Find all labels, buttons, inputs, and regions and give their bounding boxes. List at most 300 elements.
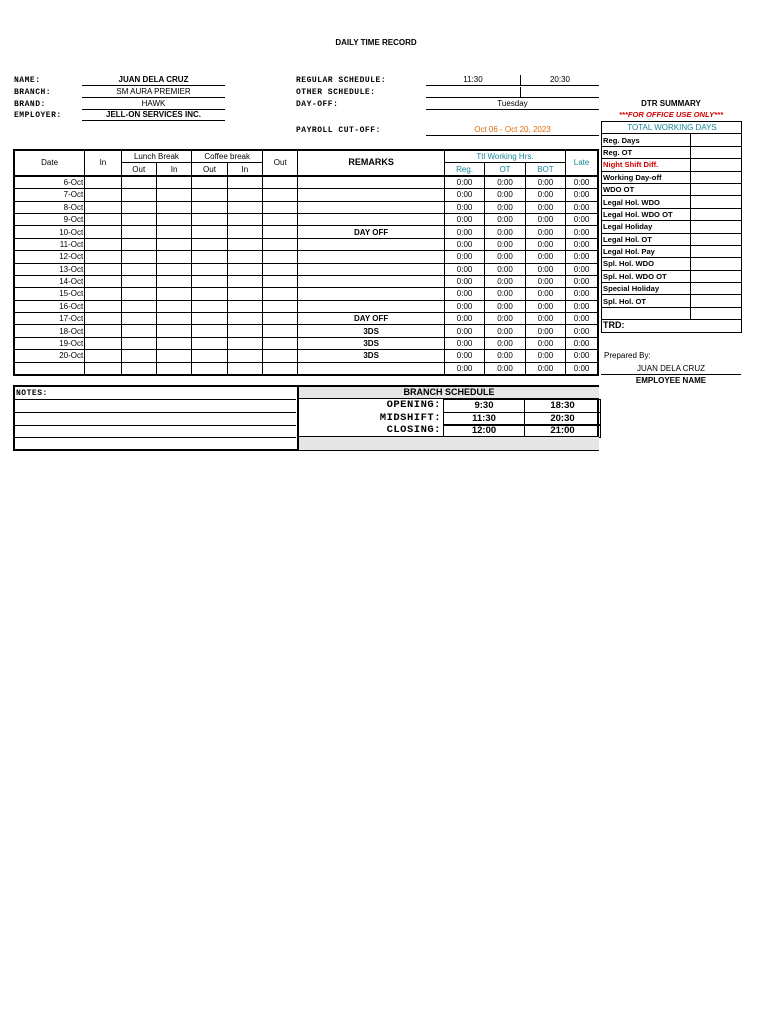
- summary-value[interactable]: [691, 134, 742, 146]
- time-in-cell[interactable]: [85, 325, 121, 337]
- branch-field[interactable]: SM AURA PREMIER: [82, 87, 225, 98]
- summary-title: DTR SUMMARY: [641, 99, 701, 108]
- date-cell[interactable]: 12-Oct: [14, 251, 85, 263]
- bot-hours-cell: 0:00: [525, 226, 565, 238]
- time-in-cell[interactable]: [85, 350, 121, 362]
- table-row: [14, 251, 598, 263]
- lunch-out-cell[interactable]: [121, 189, 156, 201]
- reg-hours-cell: 0:00: [444, 350, 484, 362]
- summary-value[interactable]: [691, 245, 742, 257]
- table-row: [14, 238, 598, 250]
- other-schedule-label: OTHER SCHEDULE:: [296, 88, 376, 97]
- summary-label: Spl. Hol. WDO: [602, 258, 691, 270]
- lunch-in-header: In: [156, 163, 191, 176]
- late-cell: 0:00: [566, 201, 598, 213]
- summary-row: [602, 134, 742, 146]
- table-row: [14, 288, 598, 300]
- remarks-cell[interactable]: [298, 176, 444, 189]
- coffee-in-cell[interactable]: [227, 251, 262, 263]
- summary-row: [602, 270, 742, 282]
- lunch-in-cell[interactable]: [156, 325, 191, 337]
- lunch-in-cell[interactable]: [156, 350, 191, 362]
- prepared-by-name[interactable]: JUAN DELA CRUZ: [601, 363, 741, 375]
- reg-hours-cell: 0:00: [444, 300, 484, 312]
- ot-hours-cell: 0:00: [485, 176, 525, 189]
- remarks-cell[interactable]: [298, 275, 444, 287]
- lunch-in-cell[interactable]: [156, 288, 191, 300]
- shift-label: OPENING:: [386, 399, 441, 411]
- late-cell: 0:00: [566, 350, 598, 362]
- date-cell[interactable]: 17-Oct: [14, 313, 85, 325]
- regular-out-field[interactable]: 20:30: [521, 75, 599, 86]
- late-cell: 0:00: [566, 337, 598, 349]
- remarks-cell[interactable]: [298, 288, 444, 300]
- lunch-in-cell[interactable]: [156, 337, 191, 349]
- time-in-cell[interactable]: [85, 213, 121, 225]
- lunch-out-cell[interactable]: [121, 213, 156, 225]
- remarks-cell[interactable]: [298, 362, 444, 375]
- date-cell[interactable]: 6-Oct: [14, 176, 85, 189]
- reg-hours-cell: 0:00: [444, 189, 484, 201]
- notes-line[interactable]: [15, 425, 296, 438]
- coffee-out-cell[interactable]: [192, 300, 227, 312]
- time-in-cell[interactable]: [85, 226, 121, 238]
- bot-hours-cell: 0:00: [525, 238, 565, 250]
- date-cell[interactable]: 10-Oct: [14, 226, 85, 238]
- shift-end: 20:30: [524, 412, 601, 426]
- coffee-out-cell[interactable]: [192, 337, 227, 349]
- late-cell: 0:00: [566, 251, 598, 263]
- time-in-cell[interactable]: [85, 362, 121, 375]
- time-in-cell[interactable]: [85, 313, 121, 325]
- coffee-out-cell[interactable]: [192, 213, 227, 225]
- time-out-cell[interactable]: [263, 313, 298, 325]
- time-in-cell[interactable]: [85, 238, 121, 250]
- coffee-in-cell[interactable]: [227, 238, 262, 250]
- ot-header: OT: [485, 163, 525, 176]
- time-out-cell[interactable]: [263, 288, 298, 300]
- table-row: [14, 362, 598, 375]
- coffee-in-cell[interactable]: [227, 350, 262, 362]
- coffee-out-cell[interactable]: [192, 325, 227, 337]
- summary-value[interactable]: [691, 171, 742, 183]
- lunch-out-cell[interactable]: [121, 263, 156, 275]
- summary-value[interactable]: [691, 146, 742, 158]
- bot-hours-cell: 0:00: [525, 213, 565, 225]
- summary-value[interactable]: [691, 283, 742, 295]
- late-cell: 0:00: [566, 238, 598, 250]
- ot-hours-cell: 0:00: [485, 251, 525, 263]
- table-row: [14, 300, 598, 312]
- late-cell: 0:00: [566, 300, 598, 312]
- bot-header: BOT: [525, 163, 565, 176]
- table-row: [14, 176, 598, 189]
- remarks-cell[interactable]: [298, 189, 444, 201]
- date-cell[interactable]: 14-Oct: [14, 275, 85, 287]
- summary-label: Legal Hol. OT: [602, 233, 691, 245]
- other-out-field[interactable]: [521, 87, 599, 98]
- coffee-out-cell[interactable]: [192, 263, 227, 275]
- lunch-in-cell[interactable]: [156, 176, 191, 189]
- time-out-cell[interactable]: [263, 201, 298, 213]
- summary-label: Legal Hol. WDO OT: [602, 208, 691, 220]
- coffee-in-cell[interactable]: [227, 362, 262, 375]
- coffee-in-cell[interactable]: [227, 201, 262, 213]
- table-row: [14, 313, 598, 325]
- notes-section: [15, 387, 296, 449]
- summary-label: Spl. Hol. OT: [602, 295, 691, 307]
- remarks-header: REMARKS: [298, 150, 444, 176]
- shift-label: MIDSHIFT:: [379, 411, 441, 424]
- lunch-in-cell[interactable]: [156, 362, 191, 375]
- time-in-cell[interactable]: [85, 251, 121, 263]
- employer-label: EMPLOYER:: [14, 111, 62, 120]
- coffee-in-cell[interactable]: [227, 288, 262, 300]
- time-out-cell[interactable]: [263, 362, 298, 375]
- coffee-in-cell[interactable]: [227, 263, 262, 275]
- in-header: In: [85, 150, 121, 176]
- lunch-in-cell[interactable]: [156, 213, 191, 225]
- coffee-in-cell[interactable]: [227, 275, 262, 287]
- time-out-cell[interactable]: [263, 189, 298, 201]
- reg-hours-cell: 0:00: [444, 176, 484, 189]
- bot-hours-cell: 0:00: [525, 251, 565, 263]
- coffee-in-cell[interactable]: [227, 313, 262, 325]
- table-row: [14, 201, 598, 213]
- date-cell[interactable]: 8-Oct: [14, 201, 85, 213]
- time-in-cell[interactable]: [85, 300, 121, 312]
- table-row: [14, 263, 598, 275]
- coffee-in-cell[interactable]: [227, 176, 262, 189]
- ttl-working-hrs-header: Ttl Working Hrs.: [444, 150, 565, 163]
- remarks-cell[interactable]: [298, 238, 444, 250]
- coffee-out-cell[interactable]: [192, 251, 227, 263]
- summary-row: [602, 183, 742, 195]
- bot-hours-cell: 0:00: [525, 313, 565, 325]
- late-cell: 0:00: [566, 362, 598, 375]
- late-cell: 0:00: [566, 263, 598, 275]
- summary-row: [602, 295, 742, 307]
- table-row: [14, 337, 598, 349]
- bot-hours-cell: 0:00: [525, 201, 565, 213]
- time-in-cell[interactable]: [85, 176, 121, 189]
- remarks-cell[interactable]: [298, 213, 444, 225]
- summary-row: [602, 307, 742, 319]
- remarks-cell[interactable]: DAY OFF: [298, 226, 444, 238]
- late-cell: 0:00: [566, 189, 598, 201]
- ot-hours-cell: 0:00: [485, 213, 525, 225]
- lunch-break-header: Lunch Break: [121, 150, 192, 163]
- shift-start: 11:30: [443, 412, 525, 426]
- coffee-out-cell[interactable]: [192, 362, 227, 375]
- lunch-out-cell[interactable]: [121, 201, 156, 213]
- summary-row: [602, 245, 742, 257]
- notes-line[interactable]: [15, 399, 296, 413]
- date-cell[interactable]: 13-Oct: [14, 263, 85, 275]
- branch-schedule-row: [299, 424, 599, 437]
- remarks-cell[interactable]: [298, 251, 444, 263]
- lunch-out-cell[interactable]: [121, 362, 156, 375]
- coffee-in-header: In: [227, 163, 262, 176]
- brand-field[interactable]: HAWK: [82, 99, 225, 110]
- summary-label: WDO OT: [602, 183, 691, 195]
- summary-value[interactable]: [691, 196, 742, 208]
- lunch-out-cell[interactable]: [121, 325, 156, 337]
- shift-end: 18:30: [524, 399, 601, 413]
- lunch-in-cell[interactable]: [156, 263, 191, 275]
- summary-row: [602, 196, 742, 208]
- bot-hours-cell: 0:00: [525, 300, 565, 312]
- coffee-out-cell[interactable]: [192, 226, 227, 238]
- summary-value[interactable]: [691, 233, 742, 245]
- reg-header: Reg.: [444, 163, 484, 176]
- lunch-out-cell[interactable]: [121, 337, 156, 349]
- lunch-out-cell[interactable]: [121, 176, 156, 189]
- reg-hours-cell: 0:00: [444, 275, 484, 287]
- reg-hours-cell: 0:00: [444, 226, 484, 238]
- date-cell[interactable]: 16-Oct: [14, 300, 85, 312]
- remarks-cell[interactable]: 3DS: [298, 350, 444, 362]
- lunch-in-cell[interactable]: [156, 189, 191, 201]
- date-cell[interactable]: 20-Oct: [14, 350, 85, 362]
- coffee-in-cell[interactable]: [227, 300, 262, 312]
- other-in-field[interactable]: [426, 87, 521, 98]
- late-cell: 0:00: [566, 288, 598, 300]
- notes-label: NOTES:: [16, 389, 48, 398]
- reg-hours-cell: 0:00: [444, 263, 484, 275]
- coffee-out-cell[interactable]: [192, 201, 227, 213]
- summary-value[interactable]: [691, 159, 742, 171]
- table-row: [14, 350, 598, 362]
- ot-hours-cell: 0:00: [485, 275, 525, 287]
- notes-line[interactable]: [15, 412, 296, 426]
- branch-schedule-title: BRANCH SCHEDULE: [299, 387, 599, 399]
- summary-row: [602, 146, 742, 158]
- coffee-in-cell[interactable]: [227, 189, 262, 201]
- remarks-cell[interactable]: 3DS: [298, 325, 444, 337]
- summary-label: Spl. Hol. WDO OT: [602, 270, 691, 282]
- shift-label: CLOSING:: [386, 424, 441, 436]
- summary-value[interactable]: [691, 221, 742, 233]
- remarks-cell[interactable]: DAY OFF: [298, 313, 444, 325]
- brand-label: BRAND:: [14, 100, 46, 109]
- coffee-out-cell[interactable]: [192, 313, 227, 325]
- coffee-out-cell[interactable]: [192, 350, 227, 362]
- office-use-note: ***FOR OFFICE USE ONLY***: [618, 110, 724, 119]
- remarks-cell[interactable]: [298, 201, 444, 213]
- time-out-cell[interactable]: [263, 337, 298, 349]
- ot-hours-cell: 0:00: [485, 300, 525, 312]
- out-header: Out: [263, 150, 298, 176]
- table-row: [14, 325, 598, 337]
- branch-schedule-row: [299, 399, 599, 412]
- time-out-cell[interactable]: [263, 350, 298, 362]
- coffee-out-cell[interactable]: [192, 288, 227, 300]
- date-cell[interactable]: 11-Oct: [14, 238, 85, 250]
- time-out-cell[interactable]: [263, 238, 298, 250]
- time-out-cell[interactable]: [263, 226, 298, 238]
- time-out-cell[interactable]: [263, 325, 298, 337]
- late-header: Late: [566, 150, 598, 176]
- lunch-out-cell[interactable]: [121, 288, 156, 300]
- ot-hours-cell: 0:00: [485, 313, 525, 325]
- lunch-in-cell[interactable]: [156, 238, 191, 250]
- lunch-in-cell[interactable]: [156, 201, 191, 213]
- table-row: [14, 213, 598, 225]
- ot-hours-cell: 0:00: [485, 201, 525, 213]
- name-label: NAME:: [14, 76, 41, 85]
- summary-value[interactable]: [691, 183, 742, 195]
- lunch-out-cell[interactable]: [121, 238, 156, 250]
- shift-start: 9:30: [443, 399, 525, 413]
- coffee-in-cell[interactable]: [227, 337, 262, 349]
- day-off-field[interactable]: Tuesday: [426, 99, 599, 110]
- bot-hours-cell: 0:00: [525, 275, 565, 287]
- summary-row: [602, 233, 742, 245]
- date-cell[interactable]: 7-Oct: [14, 189, 85, 201]
- late-cell: 0:00: [566, 213, 598, 225]
- coffee-out-cell[interactable]: [192, 275, 227, 287]
- time-in-cell[interactable]: [85, 201, 121, 213]
- shift-start: 12:00: [443, 424, 525, 438]
- coffee-out-cell[interactable]: [192, 176, 227, 189]
- table-row: [14, 189, 598, 201]
- summary-label: Working Day-off: [602, 171, 691, 183]
- lunch-out-cell[interactable]: [121, 350, 156, 362]
- time-out-cell[interactable]: [263, 263, 298, 275]
- late-cell: 0:00: [566, 325, 598, 337]
- coffee-out-cell[interactable]: [192, 189, 227, 201]
- summary-row: [602, 320, 742, 332]
- summary-label: TRD:: [602, 320, 742, 332]
- ot-hours-cell: 0:00: [485, 288, 525, 300]
- summary-value[interactable]: [691, 258, 742, 270]
- coffee-in-cell[interactable]: [227, 325, 262, 337]
- time-out-cell[interactable]: [263, 300, 298, 312]
- lunch-in-cell[interactable]: [156, 251, 191, 263]
- table-row: [14, 275, 598, 287]
- ot-hours-cell: 0:00: [485, 226, 525, 238]
- day-off-label: DAY-OFF:: [296, 100, 339, 109]
- reg-hours-cell: 0:00: [444, 313, 484, 325]
- coffee-in-cell[interactable]: [227, 226, 262, 238]
- time-in-cell[interactable]: [85, 288, 121, 300]
- branch-schedule: [297, 387, 599, 449]
- reg-hours-cell: 0:00: [444, 238, 484, 250]
- summary-label: Reg. OT: [602, 146, 691, 158]
- lunch-out-cell[interactable]: [121, 226, 156, 238]
- date-cell[interactable]: 9-Oct: [14, 213, 85, 225]
- date-cell[interactable]: 19-Oct: [14, 337, 85, 349]
- reg-hours-cell: 0:00: [444, 362, 484, 375]
- regular-in-field[interactable]: 11:30: [426, 75, 521, 86]
- lunch-out-cell[interactable]: [121, 313, 156, 325]
- coffee-out-header: Out: [192, 163, 227, 176]
- summary-row: [602, 171, 742, 183]
- ot-hours-cell: 0:00: [485, 189, 525, 201]
- ot-hours-cell: 0:00: [485, 325, 525, 337]
- employee-name-caption: EMPLOYEE NAME: [635, 376, 707, 385]
- summary-value[interactable]: [691, 208, 742, 220]
- regular-schedule-label: REGULAR SCHEDULE:: [296, 76, 387, 85]
- date-cell[interactable]: [14, 362, 85, 375]
- reg-hours-cell: 0:00: [444, 337, 484, 349]
- time-out-cell[interactable]: [263, 251, 298, 263]
- bottom-section: [13, 385, 599, 451]
- reg-hours-cell: 0:00: [444, 251, 484, 263]
- bot-hours-cell: 0:00: [525, 350, 565, 362]
- ot-hours-cell: 0:00: [485, 362, 525, 375]
- payroll-cutoff-field[interactable]: Oct 06 - Oct 20, 2023: [426, 124, 599, 136]
- shift-end: 21:00: [524, 424, 601, 438]
- date-cell[interactable]: 18-Oct: [14, 325, 85, 337]
- total-working-days-label: TOTAL WORKING DAYS: [602, 122, 742, 134]
- date-cell[interactable]: 15-Oct: [14, 288, 85, 300]
- time-in-cell[interactable]: [85, 275, 121, 287]
- bot-hours-cell: 0:00: [525, 189, 565, 201]
- lunch-out-cell[interactable]: [121, 275, 156, 287]
- reg-hours-cell: 0:00: [444, 201, 484, 213]
- lunch-in-cell[interactable]: [156, 313, 191, 325]
- summary-value[interactable]: [691, 270, 742, 282]
- time-out-cell[interactable]: [263, 275, 298, 287]
- time-in-cell[interactable]: [85, 263, 121, 275]
- summary-label: Legal Holiday: [602, 221, 691, 233]
- lunch-in-cell[interactable]: [156, 300, 191, 312]
- summary-row: [602, 258, 742, 270]
- late-cell: 0:00: [566, 313, 598, 325]
- coffee-out-cell[interactable]: [192, 238, 227, 250]
- lunch-out-cell[interactable]: [121, 300, 156, 312]
- ot-hours-cell: 0:00: [485, 337, 525, 349]
- summary-row: [602, 221, 742, 233]
- employer-field[interactable]: JELL-ON SERVICES INC.: [82, 110, 225, 121]
- summary-row: [602, 208, 742, 220]
- ot-hours-cell: 0:00: [485, 350, 525, 362]
- summary-row: [602, 159, 742, 171]
- coffee-in-cell[interactable]: [227, 213, 262, 225]
- summary-label: Reg. Days: [602, 134, 691, 146]
- remarks-cell[interactable]: 3DS: [298, 337, 444, 349]
- employee-name-field[interactable]: JUAN DELA CRUZ: [82, 75, 225, 86]
- time-in-cell[interactable]: [85, 189, 121, 201]
- time-out-cell[interactable]: [263, 176, 298, 189]
- time-out-cell[interactable]: [263, 213, 298, 225]
- lunch-in-cell[interactable]: [156, 226, 191, 238]
- summary-value[interactable]: [691, 307, 742, 319]
- bot-hours-cell: 0:00: [525, 176, 565, 189]
- coffee-break-header: Coffee break: [192, 150, 263, 163]
- branch-label: BRANCH:: [14, 88, 52, 97]
- branch-schedule-row: [299, 412, 599, 425]
- summary-label: Legal Hol. WDO: [602, 196, 691, 208]
- remarks-cell[interactable]: [298, 300, 444, 312]
- late-cell: 0:00: [566, 226, 598, 238]
- ot-hours-cell: 0:00: [485, 238, 525, 250]
- reg-hours-cell: 0:00: [444, 325, 484, 337]
- lunch-out-cell[interactable]: [121, 251, 156, 263]
- dtr-table: [13, 149, 599, 376]
- page-title: DAILY TIME RECORD: [335, 38, 417, 47]
- time-in-cell[interactable]: [85, 337, 121, 349]
- remarks-cell[interactable]: [298, 263, 444, 275]
- late-cell: 0:00: [566, 275, 598, 287]
- payroll-label: PAYROLL CUT-OFF:: [296, 126, 381, 135]
- lunch-in-cell[interactable]: [156, 275, 191, 287]
- table-row: [14, 226, 598, 238]
- summary-value[interactable]: [691, 295, 742, 307]
- bot-hours-cell: 0:00: [525, 362, 565, 375]
